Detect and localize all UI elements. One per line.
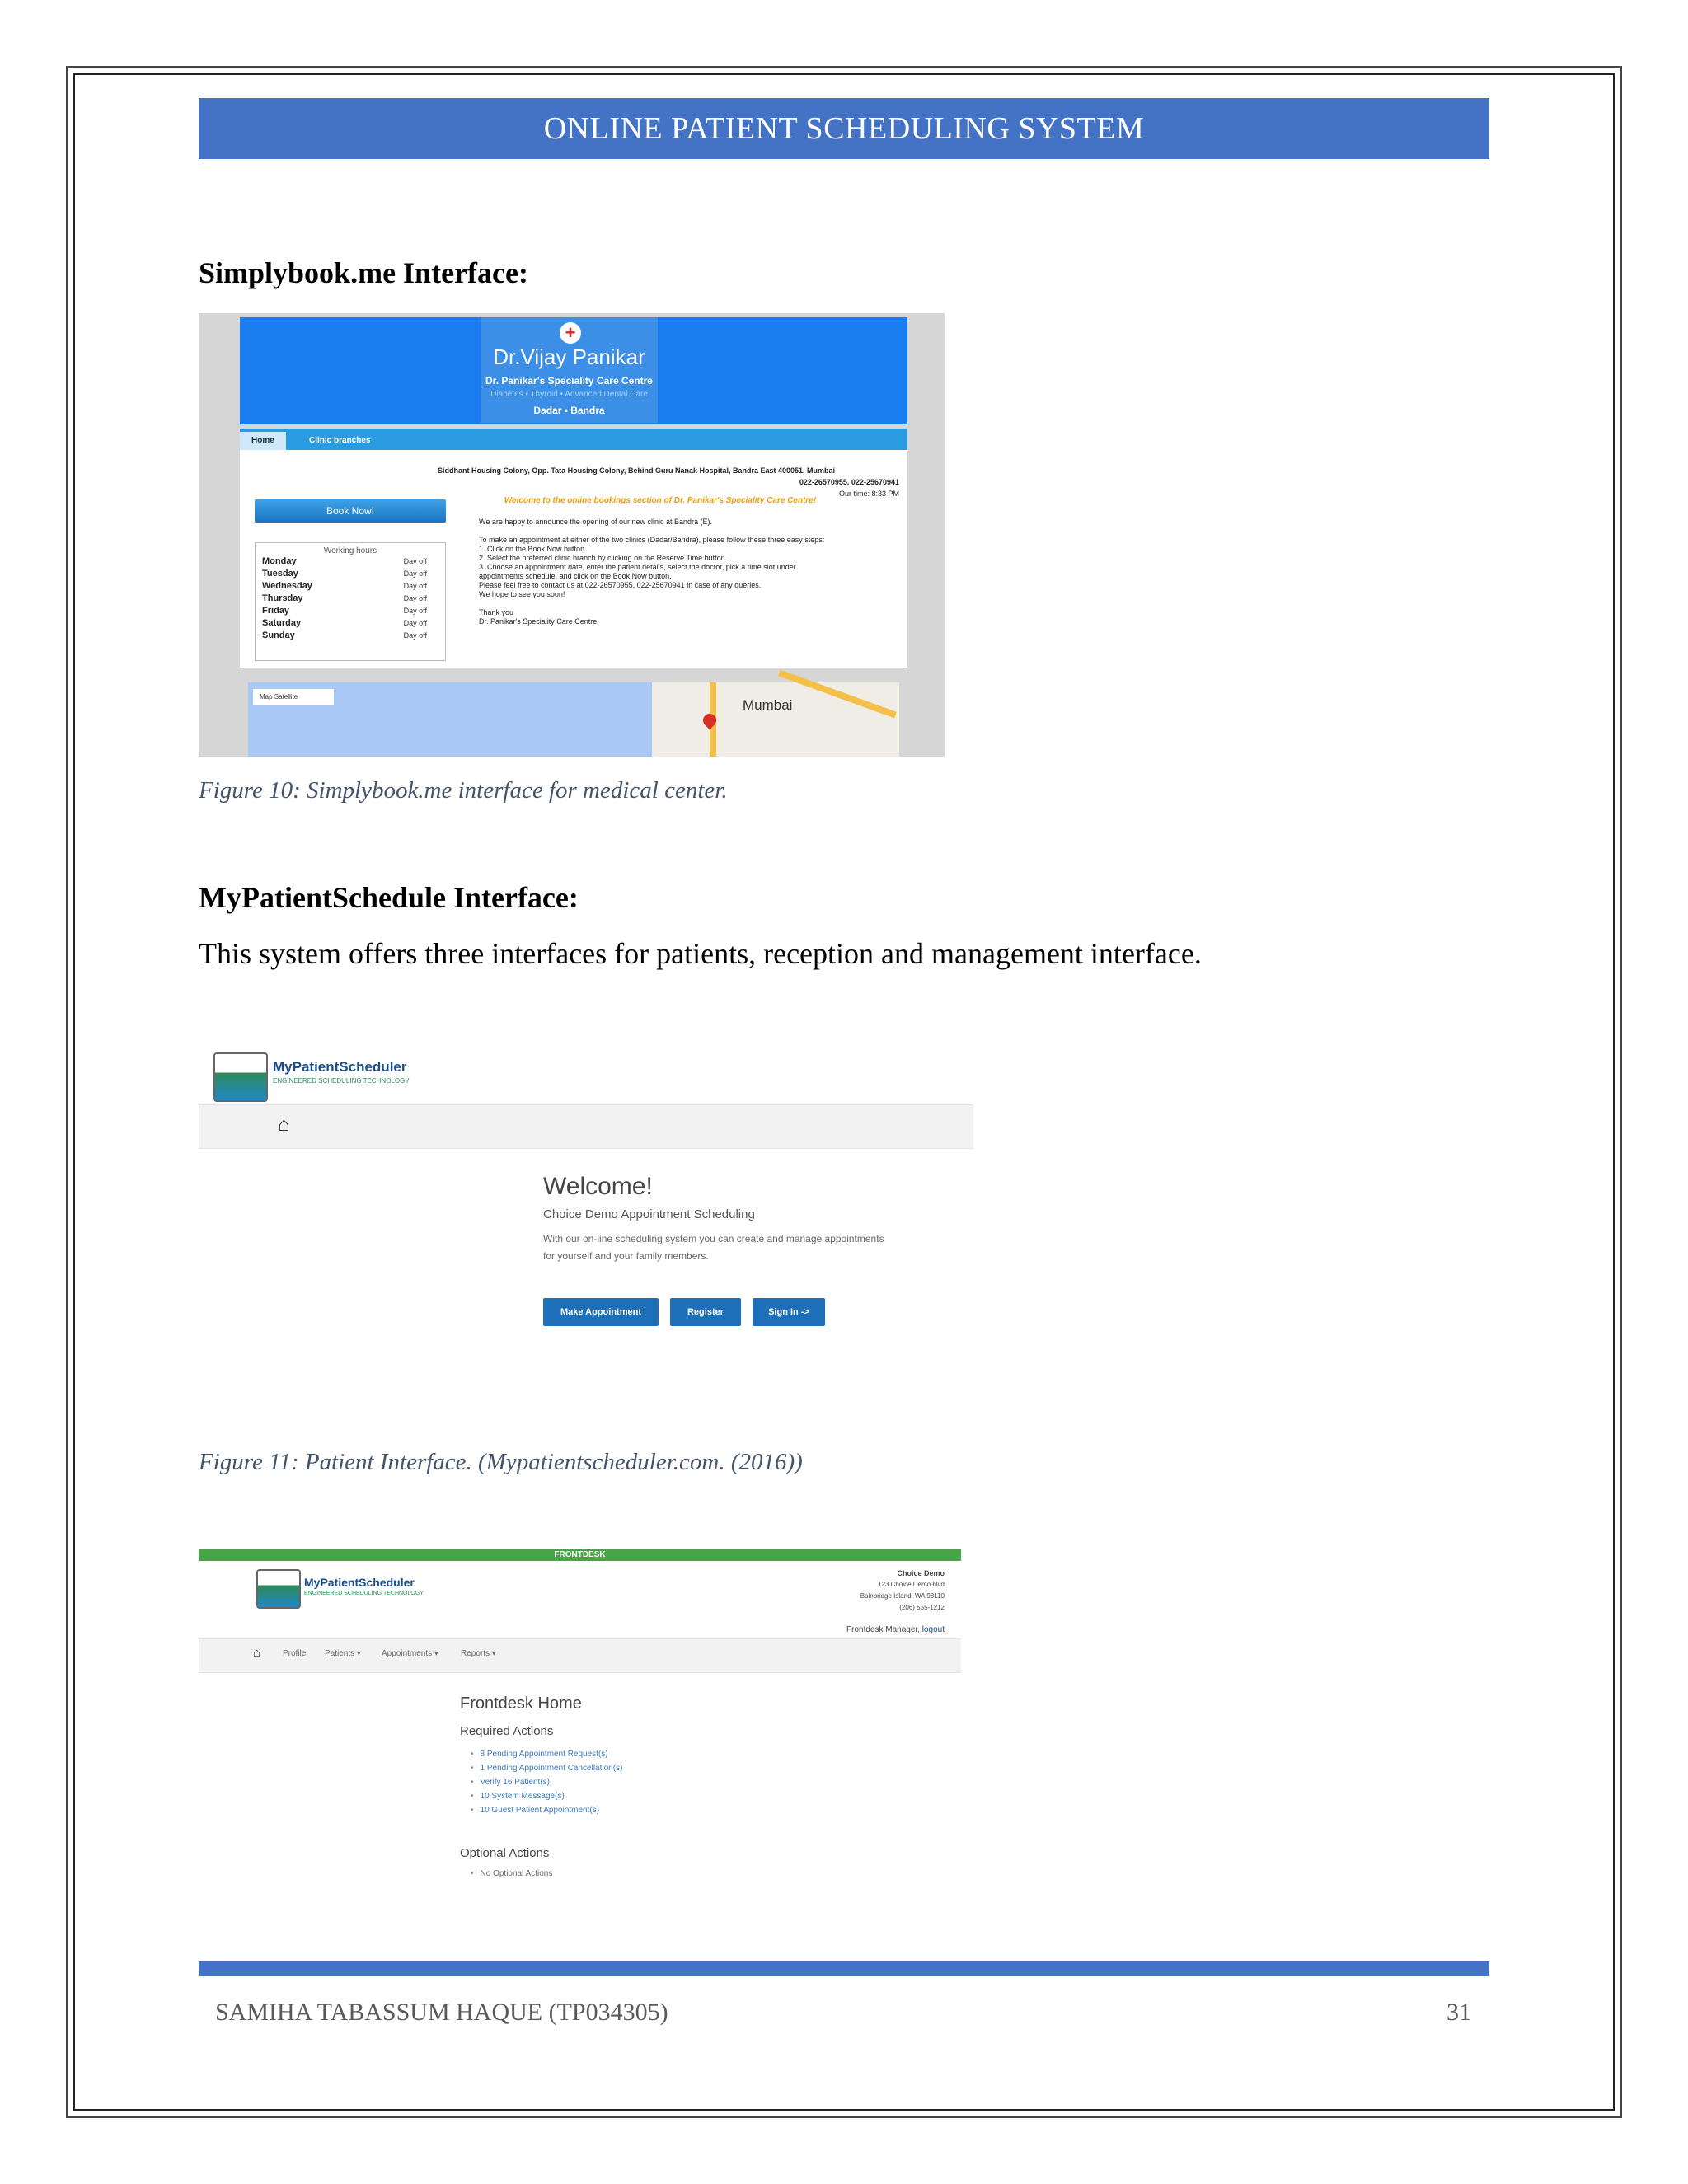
nav-reports[interactable]: Reports ▾ [461,1649,496,1658]
doctor-logo [481,317,658,423]
make-appointment-button[interactable]: Make Appointment [543,1298,659,1326]
centre-name: Dr. Panikar's Speciality Care Centre [485,375,653,387]
org-address: 123 Choice Demo blvd [878,1581,945,1588]
org-name: Choice Demo [897,1569,945,1577]
patient-nav-bar [199,1104,973,1149]
patient-interface-screenshot [199,1043,973,1360]
sign-in-button[interactable]: Sign In -> [753,1298,825,1326]
simplybook-content [240,450,907,668]
hours-row: Monday Day off [262,556,427,566]
hours-row: Sunday Day off [262,630,427,640]
section-paragraph: This system offers three interfaces for patients, reception and management interface. [199,937,1202,970]
nav-patients[interactable]: Patients ▾ [325,1649,361,1658]
welcome-message: Welcome to the online bookings section of Dr. Panikar's Speciality Care Centre! [504,496,817,505]
list-item[interactable]: • 10 Guest Patient Appointment(s) [471,1803,622,1817]
map-city-label: Mumbai [743,697,793,713]
working-hours-panel [255,542,446,661]
footer-bar [199,1961,1489,1976]
frontdesk-title: Frontdesk Home [460,1694,582,1713]
info-line: 2. Select the preferred clinic branch by clicking on the Reserve Time button. [479,554,728,562]
section-heading-mypatientschedule: MyPatientSchedule Interface: [199,881,579,914]
required-actions-list [471,1747,622,1817]
logo-tagline: ENGINEERED SCHEDULING TECHNOLOGY [304,1591,424,1596]
user-role: Frontdesk Manager, [846,1625,920,1634]
map-type-toggle[interactable]: Map Satellite [253,689,334,705]
calendar-logo-icon [213,1052,268,1102]
tab-clinic-branches[interactable]: Clinic branches [309,436,371,445]
info-line: 1. Click on the Book Now button. [479,545,587,553]
info-line: We are happy to announce the opening of our new clinic at Bandra (E). [479,518,713,526]
user-info [846,1625,945,1634]
figure-caption-10: Figure 10: Simplybook.me interface for medical center. [199,777,728,804]
figure-caption-11: Figure 11: Patient Interface. (Mypatientscheduler.com. (2016)) [199,1449,803,1475]
locations-line: Dadar • Bandra [533,405,605,416]
map-land [652,682,899,757]
medical-cross-icon: + [560,322,581,344]
home-icon[interactable]: ⌂ [278,1113,290,1136]
clinic-address: Siddhant Housing Colony, Opp. Tata Housing Colony, Behind Guru Nanak Hospital, Bandra East 400051, Mumbai [438,466,836,475]
hours-row: Tuesday Day off [262,569,427,579]
hours-row: Friday Day off [262,606,427,616]
info-line: Thank you [479,608,514,616]
services-line: Diabetes • Thyroid • Advanced Dental Care [490,390,648,399]
org-phone: (206) 555-1212 [899,1604,945,1611]
page-header: ONLINE PATIENT SCHEDULING SYSTEM [199,98,1489,159]
hours-row: Wednesday Day off [262,581,427,591]
nav-appointments[interactable]: Appointments ▾ [382,1649,438,1658]
nav-profile[interactable]: Profile [283,1649,307,1658]
list-item[interactable]: • 10 System Message(s) [471,1789,622,1803]
optional-action-item: • No Optional Actions [471,1869,552,1878]
simplybook-screenshot [199,313,945,757]
register-button[interactable]: Register [670,1298,741,1326]
welcome-description: With our on-line scheduling system you can create and manage appointments for yourself and your family members. [543,1233,884,1262]
logo-text: MyPatientScheduler [273,1059,407,1075]
list-item[interactable]: • 1 Pending Appointment Cancellation(s) [471,1761,622,1775]
page-number: 31 [1447,1999,1471,2026]
required-actions-title: Required Actions [460,1724,554,1738]
hours-row: Thursday Day off [262,593,427,603]
frontdesk-interface-screenshot [199,1549,961,1896]
welcome-heading: Welcome! [543,1173,653,1200]
section-heading-simplybook: Simplybook.me Interface: [199,256,528,289]
logo-tagline: ENGINEERED SCHEDULING TECHNOLOGY [273,1077,410,1085]
organization-info [860,1568,945,1614]
optional-actions-title: Optional Actions [460,1846,550,1860]
list-item[interactable]: • Verify 16 Patient(s) [471,1775,622,1789]
book-now-button[interactable]: Book Now! [255,499,446,523]
info-line: To make an appointment at either of the two clinics (Dadar/Bandra), please follow these three easy steps: [479,536,825,544]
clinic-phone: 022-26570955, 022-25670941 [799,478,899,486]
location-map[interactable] [248,682,899,757]
info-line: 3. Choose an appointment date, enter the patient details, select the doctor, pick a time slot under [479,563,796,571]
calendar-logo-icon [256,1569,301,1609]
info-line: appointments schedule, and click on the Book Now button. [479,572,672,580]
info-line: Dr. Panikar's Speciality Care Centre [479,617,598,626]
doctor-name: Dr.Vijay Panikar [493,344,645,369]
org-address: Bainbridge Island, WA 98110 [860,1592,945,1600]
hours-row: Saturday Day off [262,618,427,628]
frontdesk-nav-bar [199,1638,961,1673]
simplybook-banner [240,317,907,424]
frontdesk-topbar: FRONTDESK [199,1549,961,1561]
home-icon[interactable]: ⌂ [253,1646,261,1660]
clinic-time: Our time: 8:33 PM [838,490,899,498]
info-line: Please feel free to contact us at 022-26570955, 022-25670941 in case of any queries. [479,581,762,589]
tab-home[interactable]: Home [240,432,286,450]
footer-author: SAMIHA TABASSUM HAQUE (TP034305) [215,1999,668,2026]
welcome-subtitle: Choice Demo Appointment Scheduling [543,1207,755,1221]
logo-text: MyPatientScheduler [304,1576,415,1589]
simplybook-nav [240,429,907,450]
working-hours-title: Working hours [323,546,377,555]
info-line: We hope to see you soon! [479,590,565,598]
list-item[interactable]: • 8 Pending Appointment Request(s) [471,1747,622,1761]
logout-link[interactable]: logout [921,1625,945,1634]
